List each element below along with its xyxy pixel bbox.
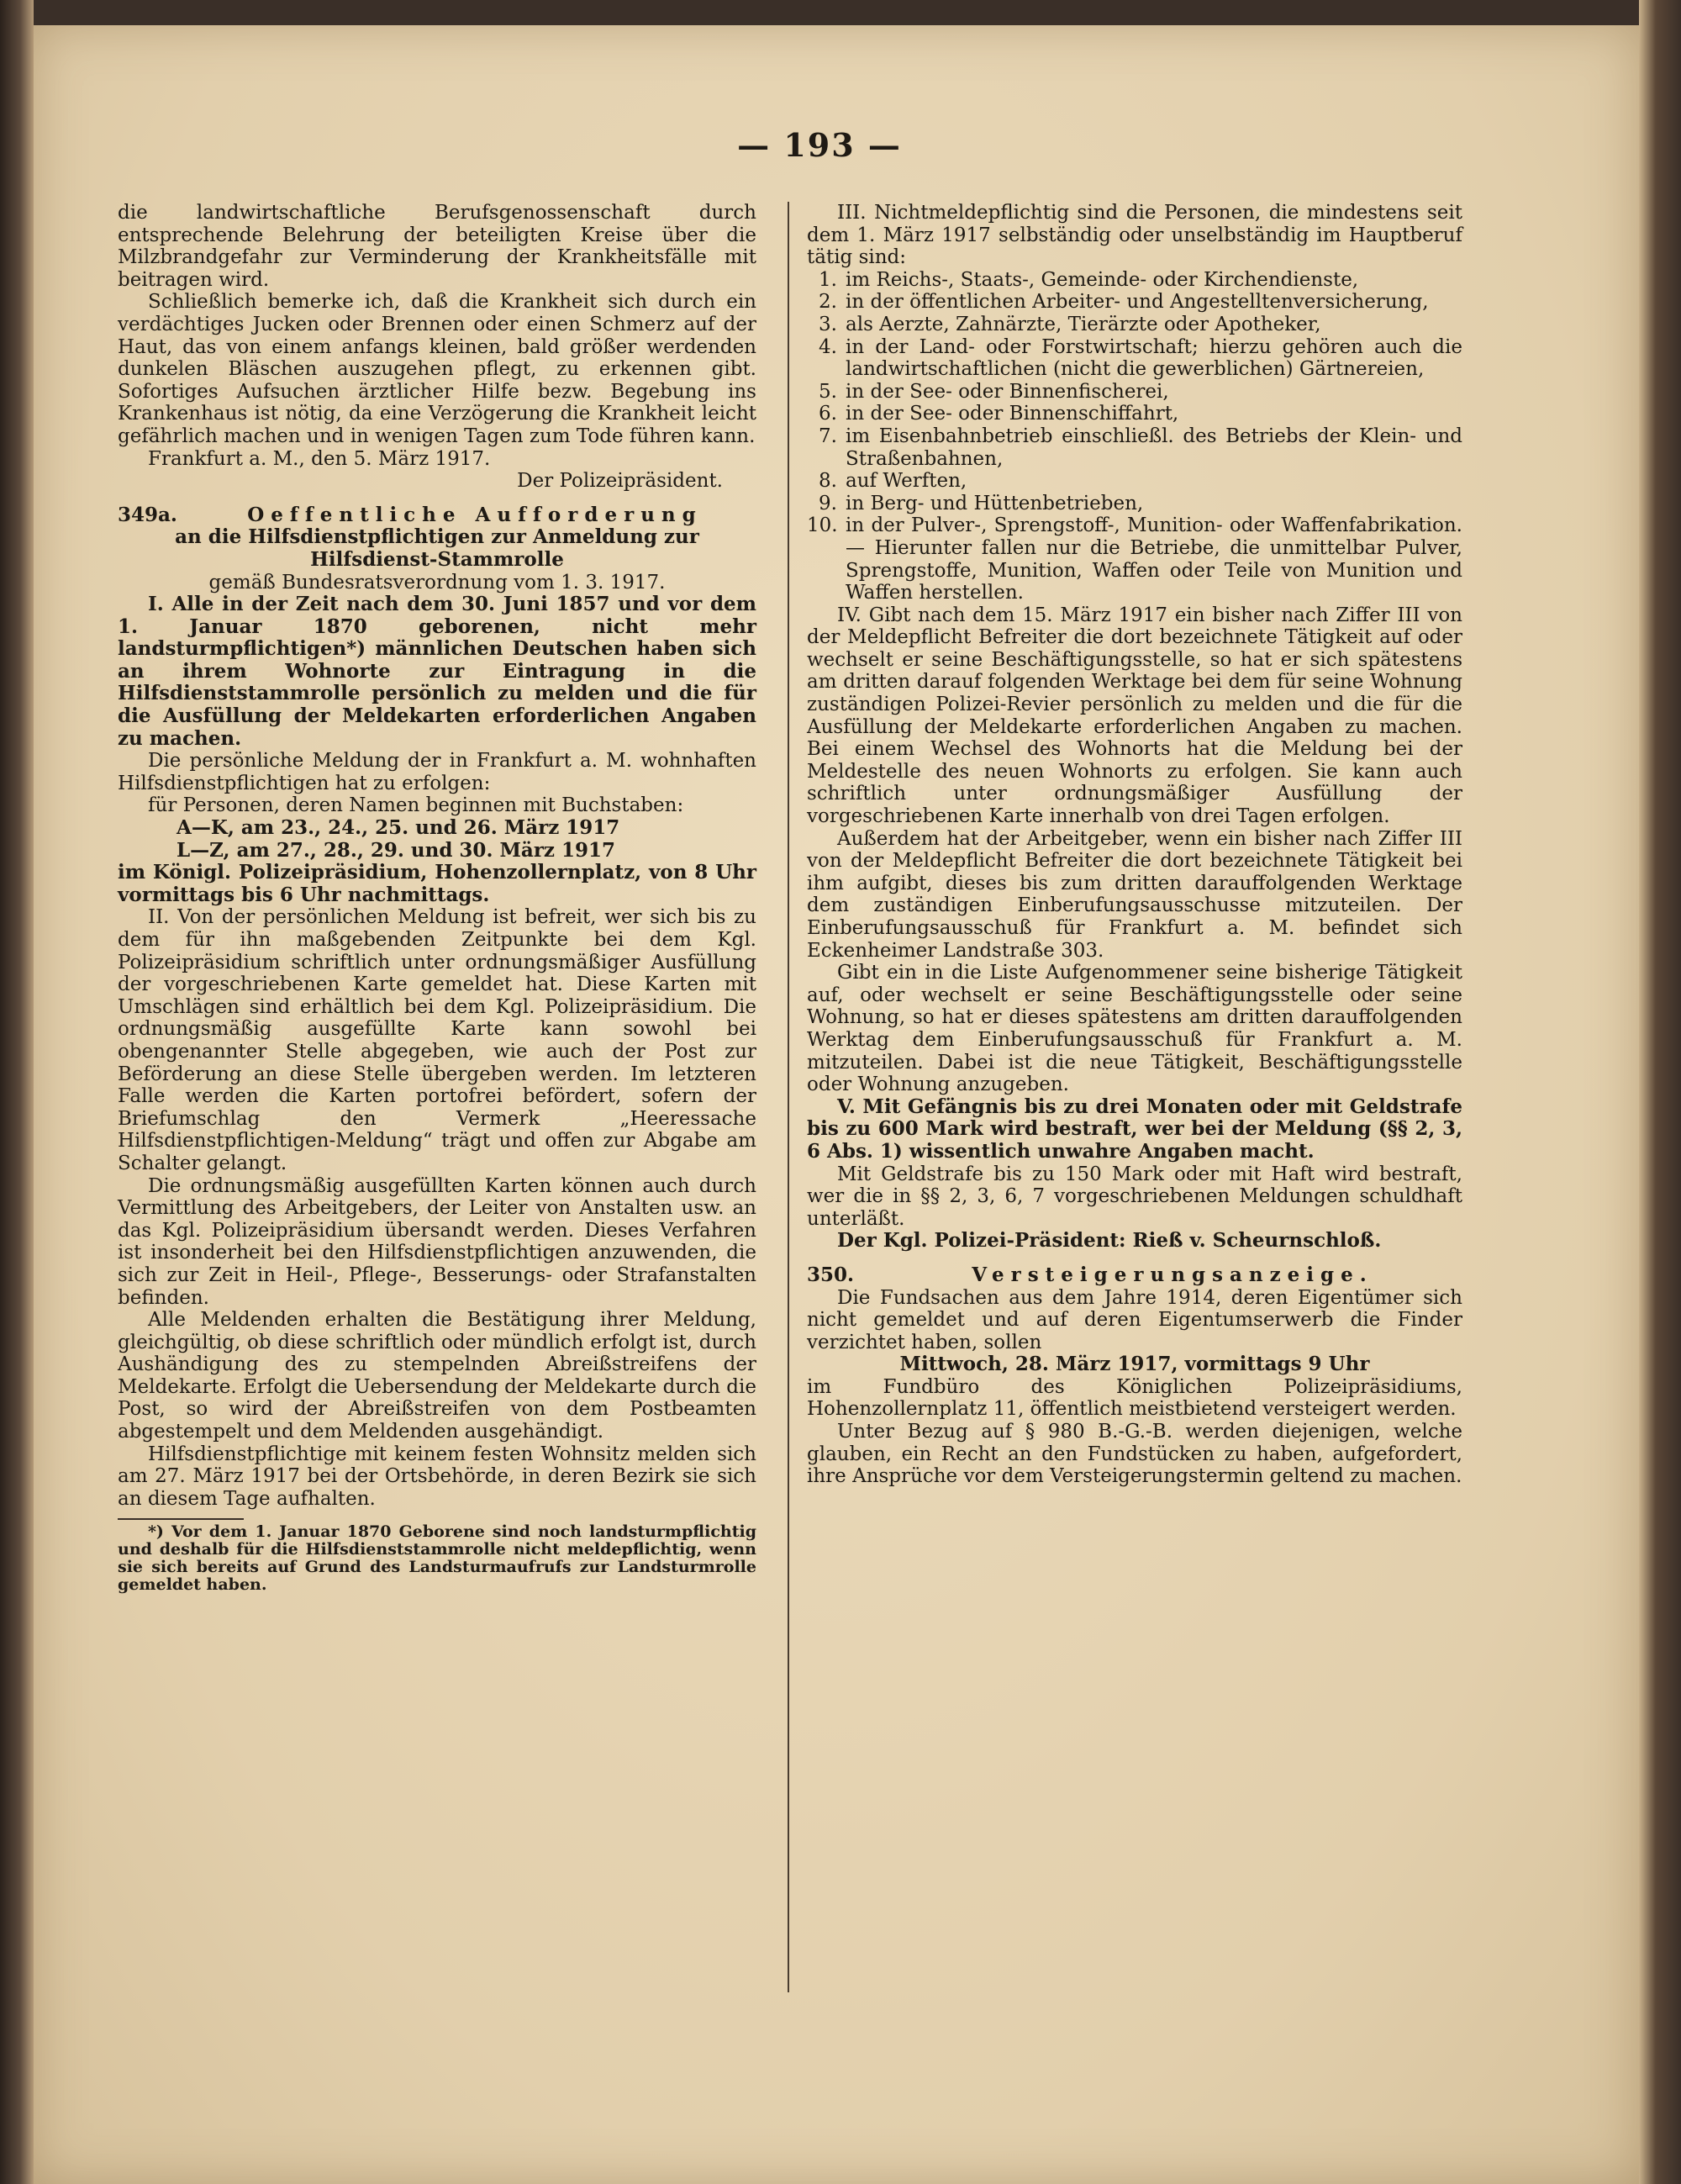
paragraph: Unter Bezug auf § 980 B.-G.-B. werden diejenigen, welche glauben, ein Recht an den Fundstücken zu haben, aufgefordert, ihre Ansprüche vor dem Versteigerungstermin geltend zu machen. [807,1421,1462,1488]
paragraph: im Fundbüro des Königlichen Polizeipräsidiums, Hohenzollernplatz 11, öffentlich meistbietend versteigert werden. [807,1375,1462,1421]
paragraph-IV: IV. Gibt nach dem 15. März 1917 ein bisher nach Ziffer III von der Meldepflicht Befreiter die dort bezeichnete Tätigkeit auf oder wechselt er seine Beschäftigungsstelle, so hat er sich spätestens am dritten darauf folgenden Werktage bei dem für seine Wohnung zuständigen Polizei-Revier persönlich zu melden und die für die Ausfüllung der Meldekarte erforderlichen Angaben zu machen. Bei einem Wechsel des Wohnorts hat die Meldung bei der Meldestelle des neuen Wohnorts zu erfolgen. Sie kann auch schriftlich unter ordnungsmäßiger Ausfüllung der vorgeschriebenen Karte innerhalb von drei Tagen erfolgen. [807,604,1462,828]
page-number: — 193 — [737,126,902,164]
right-column [807,202,1462,1488]
footnote: *) Vor dem 1. Januar 1870 Geborene sind noch landsturmpflichtig und deshalb für die Hilfsdienststammrolle nicht meldepflichtig, wenn sie sich bereits auf Grund des Landsturmaufrufs zur Landsturmrolle gemeldet haben. [118,1522,756,1595]
place-date: Frankfurt a. M., den 5. März 1917. [148,447,491,470]
paragraph-II: II. Von der persönlichen Meldung ist befreit, wer sich bis zu dem für ihn maßgebenden Zeitpunkte bei dem Kgl. Polizeipräsidium schriftlich unter ordnungsmäßiger Ausfüllung der vorgeschriebenen Karte gemeldet hat. Diese Karten mit Umschlägen sind erhältlich bei dem Kgl. Polizeipräsidium. Die ordnungsmäßig ausgefüllte Karte kann sowohl bei obengenannter Stelle abgegeben, wie auch der Post zur Beförderung an diese Stelle übergeben werden. Im letzteren Falle werden die Karten portofrei befördert, sofern der Briefumschlag den Vermerk „Heeressache Hilfsdienstpflichtigen-Meldung“ trägt und offen zur Abgabe am Schalter gelangt. [118,906,756,1174]
list-item: 1. im Reichs-, Staats-, Gemeinde- oder Kirchendienste, [819,268,1359,291]
paragraph: Außerdem hat der Arbeitgeber, wenn ein bisher nach Ziffer III von der Meldepflicht Befreiter die dort bezeichnete Tätigkeit bei ihm aufgibt, dieses bis zum dritten darauffolgenden Werktage dem zuständigen Einberufungsausschusse mitzuteilen. Der Einberufungsausschuß für Frankfurt a. M. befindet sich Eckenheimer Landstraße 303. [807,827,1462,962]
paragraph: die landwirtschaftliche Berufsgenossenschaft durch entsprechende Belehrung der beteiligten Kreise über die Milzbrandgefahr zur Verminderung der Krankheitsfälle mit beitragen wird. [118,202,756,291]
section-number: 350. [807,1263,855,1286]
list-item: 9. in Berg- und Hüttenbetrieben, [819,492,1144,514]
list-item: 3. als Aerzte, Zahnärzte, Tierärzte oder Apotheker, [819,313,1321,335]
exemption-list [807,269,1462,604]
footnote-rule [118,1518,244,1520]
column-divider [788,202,789,1992]
paragraph: Die persönliche Meldung der in Frankfurt a. M. wohnhaften Hilfsdienstpflichtigen hat zu erfolgen: [118,750,756,794]
paragraph-III: III. Nichtmeldepflichtig sind die Personen, die mindestens seit dem 1. März 1917 selbständig oder unselbständig im Hauptberuf tätig sind: [807,202,1462,269]
schedule-a-k: A—K, am 23., 24., 25. und 26. März 1917 [177,816,620,840]
auction-date: Mittwoch, 28. März 1917, vormittags 9 Uhr [899,1353,1370,1376]
paragraph: Gibt ein in die Liste Aufgenommener seine bisherige Tätigkeit auf, oder wechselt er seine Beschäftigungsstelle oder seine Wohnung, so hat er dieses spätestens am dritten darauffolgenden Werktag dem Einberufungsausschuß für Frankfurt a. M. mitzuteilen. Dabei ist die neue Tätigkeit, Beschäftigungsstelle oder Wohnung anzugeben. [807,962,1462,1096]
paragraph: im Königl. Polizeipräsidium, Hohenzollernplatz, von 8 Uhr vormittags bis 6 Uhr nachmittags. [118,861,756,906]
section-title: Oeffentliche Aufforderung [247,503,703,526]
schedule-l-z: L—Z, am 27., 28., 29. und 30. März 1917 [177,838,616,862]
paragraph: Alle Meldenden erhalten die Bestätigung ihrer Meldung, gleichgültig, ob diese schriftlich oder mündlich erfolgt ist, durch Aushändigung des zu stempelnden Abreißstreifens der Meldekarte. Erfolgt die Uebersendung der Meldekarte durch die Post, so wird der Abreißstreifen von dem Postbeamten abgestempelt und dem Meldenden ausgehändigt. [118,1309,756,1443]
left-column [118,202,756,1594]
paragraph: Hilfsdienstpflichtige mit keinem festen Wohnsitz melden sich am 27. März 1917 bei der Ortsbehörde, in deren Bezirk sie sich an diesem Tage aufhalten. [118,1443,756,1510]
paragraph: Mit Geldstrafe bis zu 150 Mark oder mit Haft wird bestraft, wer die in §§ 2, 3, 6, 7 vorgeschriebenen Meldungen schuldhaft unterläßt. [807,1163,1462,1230]
paragraph-V: V. Mit Gefängnis bis zu drei Monaten oder mit Geldstrafe bis zu 600 Mark wird bestraft, wer bei der Meldung (§§ 2, 3, 6 Abs. 1) wissentlich unwahre Angaben macht. [807,1095,1462,1163]
signature: Der Kgl. Polizei-Präsident: Rieß v. Scheurnschloß. [837,1229,1382,1253]
legal-basis: gemäß Bundesratsverordnung vom 1. 3. 1917. [208,571,666,593]
section-number: 349a. [118,503,177,526]
list-item: 6. in der See- oder Binnenschiffahrt, [819,403,1179,425]
list-item: 2. in der öffentlichen Arbeiter- und Angestelltenversicherung, [819,291,1429,314]
paragraph: für Personen, deren Namen beginnen mit Buchstaben: [148,794,684,817]
paragraph: Die ordnungsmäßig ausgefüllten Karten können auch durch Vermittlung des Arbeitgebers, der Leiter von Anstalten usw. an das Kgl. Polizeipräsidium übersandt werden. Dieses Verfahren ist insonderheit bei den Hilfsdienstpflichtigen anzuwenden, die sich zur Zeit in Heil-, Pflege-, Besserungs- oder Strafanstalten befinden. [118,1174,756,1309]
list-item: 5. in der See- oder Binnenfischerei, [819,380,1169,403]
section-subtitle: an die Hilfsdienstpflichtigen zur Anmeldung zur Hilfsdienst-Stammrolle [175,525,699,571]
section-header-349a [118,504,756,527]
list-item: 10. in der Pulver-, Sprengstoff-, Munition- oder Waffenfabrikation. — Hierunter fallen nur die Betriebe, die unmittelbar Pulver, Sprengstoffe, Munition, Waffen oder Teile von Munition und Waffen herstellen. [807,514,1462,604]
list-item: 4. in der Land- oder Forstwirtschaft; hierzu gehören auch die landwirtschaftlichen (nicht die gewerblichen) Gärtnereien, [819,335,1462,381]
paragraph: Schließlich bemerke ich, daß die Krankheit sich durch ein verdächtiges Jucken oder Brennen oder einen Schmerz auf der Haut, das von einem anfangs kleinen, bald größer werdenden dunkelen Bläschen auszugehen pflegt, zu erkennen gibt. Sofortiges Aufsuchen ärztlicher Hilfe bezw. Begebung ins Krankenhaus ist nötig, da eine Verzögerung die Krankheit leicht gefährlich machen und in wenigen Tagen zum Tode führen kann. [118,291,756,447]
section-header-350 [807,1264,1462,1287]
paragraph-I: I. Alle in der Zeit nach dem 30. Juni 1857 und vor dem 1. Januar 1870 geborenen, nicht mehr landsturmpflichtigen*) männlichen Deutschen haben sich an ihrem Wohnorte zur Eintragung in die Hilfsdienststammrolle persönlich zu melden und die für die Ausfüllung der Meldekarten erforderlichen Angaben zu machen. [118,593,756,750]
list-item: 7. im Eisenbahnbetrieb einschließl. des Betriebs der Klein- und Straßenbahnen, [819,425,1462,470]
book-spine [0,0,34,2184]
paragraph: Die Fundsachen aus dem Jahre 1914, deren Eigentümer sich nicht gemeldet und auf deren Eigentumserwerb die Finder verzichtet haben, sollen [807,1286,1462,1353]
book-edge [1639,0,1681,2184]
signature: Der Polizeipräsident. [517,470,723,493]
section-title: Versteigerungsanzeige. [972,1263,1373,1286]
list-item: 8. auf Werften, [819,470,967,493]
